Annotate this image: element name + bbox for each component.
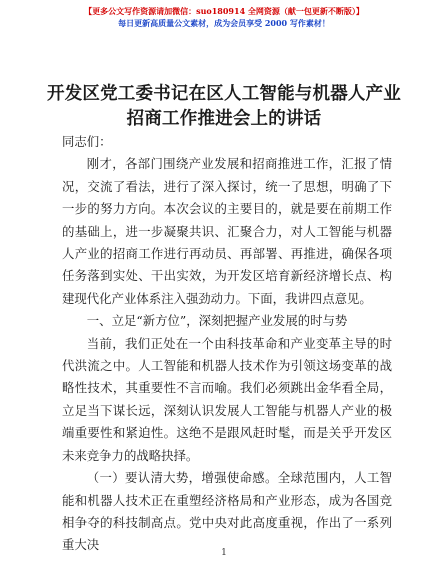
- document-title: [0, 82, 448, 132]
- document-body: [62, 131, 392, 557]
- banner-line-blue: 每日更新高质量公文素材，成为会员享受 2000 写作素材！: [118, 18, 330, 28]
- section-heading: 一、立足“新方位”，深刻把握产业发展的时与势: [86, 313, 348, 329]
- body-paragraph: 当前，我们正处在一个由科技革命和产业变革主导的时代洪流之中。人工智能和机器人技术作为引领这场变革的战略性技术，其重要性不言而喻。我们必须跳出金华看全局，立足当下谋长远，深刻认识发展人工智能与机器人产业的极端重要性和紧迫性。这绝不是跟风赶时髦，而是关乎开发区未来竞争力的战略抉择。: [62, 335, 392, 463]
- body-paragraph: 刚才，各部门围绕产业发展和招商推进工作，汇报了情况，交流了看法，进行了深入探讨，统一了思想，明确了下一步的努力方向。本次会议的主要目的，就是要在前期工作的基础上，进一步凝聚共识、汇聚合力，对人工智能与机器人产业的招商工作进行再动员、再部署、再推进，确保各项任务落到实处、干出实效，为开发区培育新经济增长点、构建现代化产业体系注入强劲动力。下面，我讲四点意见。: [62, 156, 392, 306]
- header-banner: [0, 5, 448, 29]
- page-number: 1: [221, 548, 227, 558]
- banner-line-red: 【更多公文写作资源请加微信：suo180914 全网资源（献一包更新不断版）】: [84, 6, 364, 16]
- body-paragraph: （一）要认清大势，增强使命感。全球范围内，人工智能和机器人技术正在重塑经济格局和产业形态，成为各国竞相争夺的科技制高点。党中央对此高度重视，作出了一系列重大决: [62, 470, 392, 553]
- salutation: 同志们：: [62, 134, 112, 149]
- title-line-2: 招商工作推进会上的讲话: [126, 109, 322, 129]
- title-line-1: 开发区党工委书记在区人工智能与机器人产业: [47, 84, 401, 104]
